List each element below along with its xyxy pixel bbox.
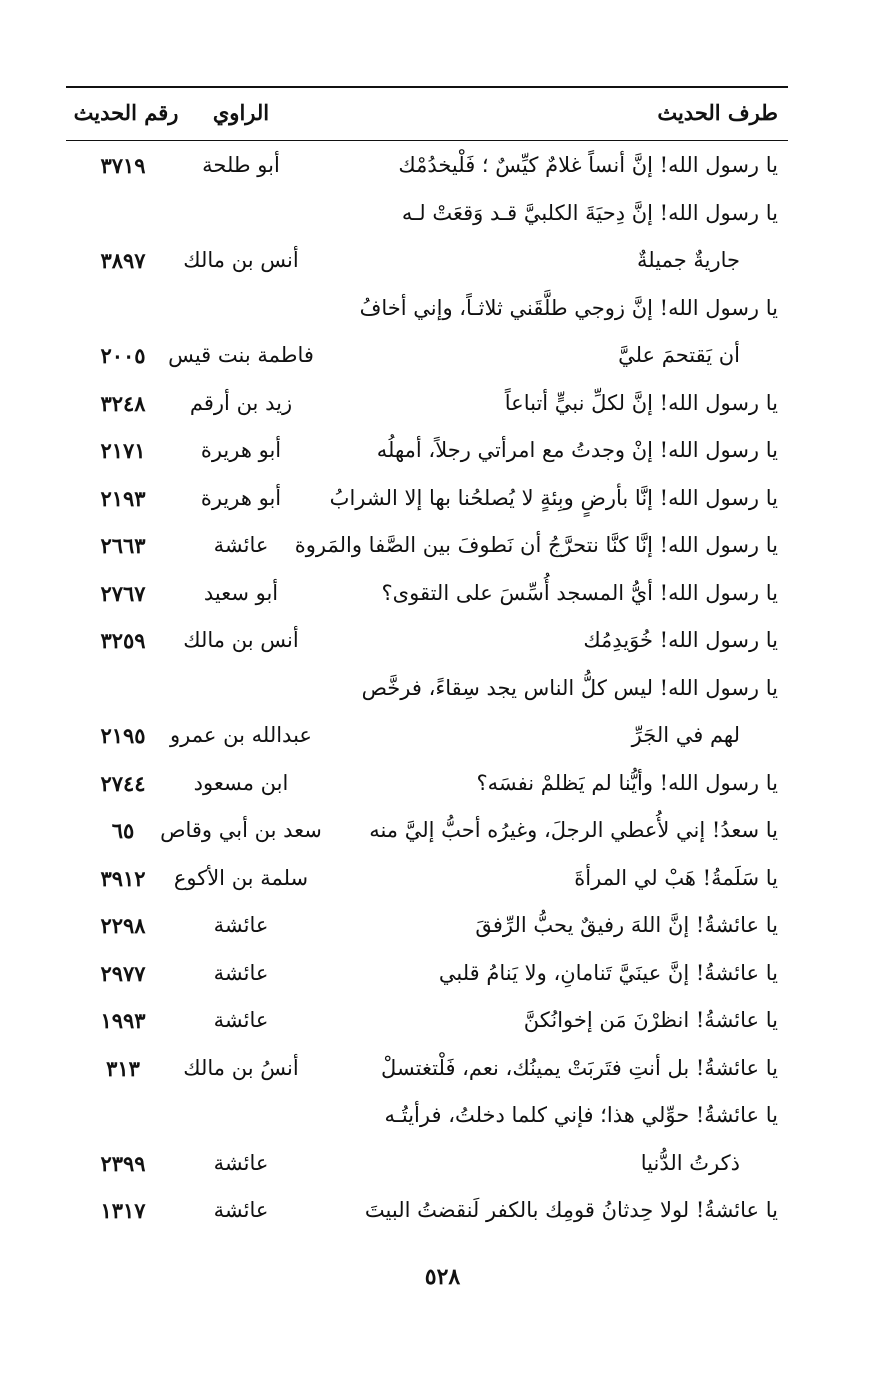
narrator: أبو طلحة xyxy=(202,153,280,177)
hadith-line: يا عائشةُ! حوِّلي هذا؛ فإني كلما دخلتُ، فرأيتُـه xyxy=(384,1103,778,1127)
table-row xyxy=(66,665,788,760)
hadith-text xyxy=(383,760,778,808)
hadith-text xyxy=(383,570,778,618)
hadith-text xyxy=(329,475,778,523)
hadith-text xyxy=(359,285,778,380)
narrator: زيد بن أرقم xyxy=(189,390,293,415)
hadith-number: ٢٩٧٧ xyxy=(100,960,146,986)
hadith-line: يا عائشةُ! إنَّ اللهَ رفيقٌ يحبُّ الرِّفقَ xyxy=(475,913,778,937)
hadith-line: يا عائشةُ! لولا حِدثانُ قومِك بالكفر لَنقضتُ البيتَ xyxy=(364,1198,778,1222)
hadith-line: يا سعدُ! إني لأُعطي الرجلَ، وغيرُه أحبُّ إليَّ منه xyxy=(369,818,778,842)
hadith-text xyxy=(383,997,778,1045)
narrator: أبو هريرة xyxy=(200,438,282,462)
table-header xyxy=(66,92,788,136)
hadith-text xyxy=(383,1092,778,1187)
hadith-line: يا عائشةُ! بل أنتِ فتَربَتْ يمينُك، نعم، فَلْتغتسلْ xyxy=(381,1055,778,1080)
hadith-number: ٢١٩٣ xyxy=(100,485,146,511)
hadith-text xyxy=(369,807,778,855)
narrator: أبو هريرة xyxy=(200,485,282,510)
narrator: أبو سعيد xyxy=(203,580,279,605)
table-row xyxy=(66,475,788,523)
hadith-number: ٣٨٩٧ xyxy=(100,248,146,273)
table-row xyxy=(66,1045,788,1093)
hadith-line: يا رسول الله! أيُّ المسجد أُسِّسَ على التقوى؟ xyxy=(381,580,778,605)
hadith-number: ٢٢٩٨ xyxy=(100,913,146,938)
hadith-text xyxy=(383,855,778,903)
table-row xyxy=(66,807,788,855)
table-row xyxy=(66,760,788,808)
hadith-line-continued: جاريةٌ جميلةٌ xyxy=(637,248,740,272)
narrator: سلمة بن الأكوع xyxy=(173,865,309,890)
hadith-line: يا عائشةُ! إنَّ عينَيَّ تَنامانِ، ولا يَنامُ قلبي xyxy=(438,960,778,985)
hadith-number: ٢٧٦٧ xyxy=(100,580,146,606)
narrator: أنس بن مالك xyxy=(183,248,299,272)
hadith-text xyxy=(376,427,778,475)
narrator: عائشة xyxy=(213,533,269,557)
header-hadith-text: طرف الحديث xyxy=(657,100,778,125)
table-row xyxy=(66,1187,788,1235)
hadith-line: يا رسول الله! وأيُّنا لم يَظلمْ نفسَه؟ xyxy=(476,770,778,795)
table-row xyxy=(66,902,788,950)
hadith-table xyxy=(66,142,788,1235)
table-row xyxy=(66,617,788,665)
hadith-number: ٢٠٠٥ xyxy=(100,343,146,368)
table-row xyxy=(66,380,788,428)
hadith-line-continued: أن يَقتحمَ عليَّ xyxy=(618,343,740,367)
hadith-text xyxy=(383,902,778,950)
hadith-line-continued: لهم في الجَرِّ xyxy=(631,723,740,747)
hadith-text xyxy=(361,665,778,760)
hadith-number: ٢١٧١ xyxy=(100,438,146,463)
table-row xyxy=(66,142,788,190)
header-rule xyxy=(66,140,788,141)
hadith-text xyxy=(383,380,778,428)
hadith-text xyxy=(294,522,778,570)
hadith-number: ٢٣٩٩ xyxy=(100,1150,146,1176)
hadith-line: يا عائشةُ! انظرْنَ مَن إخوانُكنَّ xyxy=(523,1008,778,1032)
hadith-number: ١٣١٧ xyxy=(100,1198,146,1223)
top-rule xyxy=(66,86,788,88)
header-narrator: الراوي xyxy=(212,100,270,125)
narrator: عائشة xyxy=(213,1150,269,1175)
table-row xyxy=(66,950,788,998)
hadith-number: ٣٢٥٩ xyxy=(100,628,146,653)
narrator: عائشة xyxy=(213,1008,269,1032)
hadith-line: يا رسول الله! إنَّ لكلِّ نبيٍّ أتباعاً xyxy=(504,390,778,415)
hadith-line: يا رسول الله! إنَّا كنَّا نتحرَّجُ أن نَطوفَ بين الصَّفا والمَروة xyxy=(294,533,778,557)
hadith-text xyxy=(383,1045,778,1093)
hadith-number: ٦٥ xyxy=(111,818,135,843)
narrator: عائشة xyxy=(213,960,269,985)
table-row xyxy=(66,427,788,475)
hadith-number: ٢١٩٥ xyxy=(100,723,146,748)
table-row xyxy=(66,855,788,903)
narrator: ابن مسعود xyxy=(193,770,289,795)
hadith-line: يا رسول الله! إنَّ أنساً غلامٌ كيِّسٌ ؛ فَلْيخدُمْك xyxy=(398,153,778,177)
hadith-number: ٣٧١٩ xyxy=(100,153,146,178)
hadith-number: ٣٢٤٨ xyxy=(100,390,146,416)
hadith-line: يا رسول الله! خُوَيدِمُك xyxy=(583,628,778,652)
narrator: أنس بن مالك xyxy=(183,628,299,652)
table-row xyxy=(66,285,788,380)
hadith-text xyxy=(383,617,778,665)
narrator: فاطمة بنت قيس xyxy=(168,343,314,367)
narrator: عبدالله بن عمرو xyxy=(170,723,312,747)
hadith-number: ٢٧٤٤ xyxy=(100,770,146,796)
hadith-text xyxy=(383,190,778,285)
hadith-text xyxy=(383,950,778,998)
narrator: عائشة xyxy=(213,913,269,937)
narrator: أنسُ بن مالك xyxy=(183,1055,299,1080)
hadith-line: يا رسول الله! إنَّا بأرضٍ وبِئةٍ لا يُصلحُنا بها إلا الشرابُ xyxy=(329,485,778,510)
hadith-line: يا رسول الله! إنْ وجدتُ مع امرأتي رجلاً، أمهلُه xyxy=(376,438,778,462)
hadith-line: يا رسول الله! ليس كلُّ الناس يجد سِقاءً، فرخَّص xyxy=(361,675,778,700)
hadith-text xyxy=(383,142,778,190)
table-row xyxy=(66,1092,788,1187)
hadith-number: ٣٩١٢ xyxy=(100,865,146,891)
table-row xyxy=(66,570,788,618)
narrator: عائشة xyxy=(213,1198,269,1222)
hadith-number: ١٩٩٣ xyxy=(100,1008,146,1033)
hadith-number: ٢٦٦٣ xyxy=(100,533,146,558)
hadith-line: يا سَلَمةُ! هَبْ لي المرأةَ xyxy=(574,865,778,890)
hadith-number: ٣١٣ xyxy=(106,1055,140,1081)
hadith-line-continued: ذكرتُ الدُّنيا xyxy=(640,1150,740,1175)
hadith-text xyxy=(364,1187,778,1235)
hadith-line: يا رسول الله! إنَّ زوجي طلَّقَني ثلاثـاً، وإني أخافُ xyxy=(359,295,778,320)
narrator: سعد بن أبي وقاص xyxy=(160,818,322,842)
table-row xyxy=(66,522,788,570)
hadith-line: يا رسول الله! إنَّ دِحيَةَ الكلبيَّ قـد وَقعَتْ لـه xyxy=(401,200,778,225)
header-hadith-number: رقم الحديث xyxy=(73,100,179,125)
page-number: ٥٢٨ xyxy=(424,1264,461,1290)
table-row xyxy=(66,997,788,1045)
table-row xyxy=(66,190,788,285)
